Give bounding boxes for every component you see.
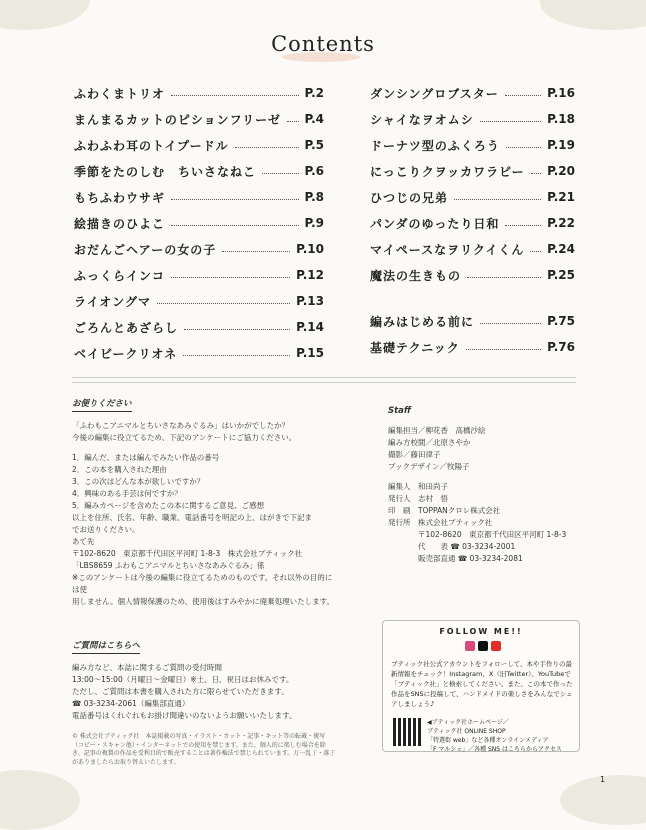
text-line: ただし、ご質問は本書を購入された方に限らせていただきます。	[72, 687, 289, 696]
letters-body	[72, 420, 337, 608]
text-line: でお送りください。	[72, 525, 140, 534]
toc-entry[interactable]	[370, 158, 575, 184]
toc-leader-dots	[157, 303, 290, 304]
toc-entry-page: P.6	[304, 164, 324, 178]
text-line: 発行所 株式会社ブティック社	[388, 518, 493, 527]
staff-heading: Staff	[388, 406, 411, 416]
toc-entry-page: P.15	[296, 346, 324, 360]
toc-entry[interactable]	[74, 340, 324, 366]
letters-section	[72, 398, 337, 608]
text-line: 代 表 ☎ 03-3234-2001	[388, 542, 516, 551]
toc-entry-page: P.25	[547, 268, 575, 282]
toc-entry-title: まんまるカットのピションフリーゼ	[74, 112, 281, 127]
text-line: 以上を住所、氏名、年齢、職業、電話番号を明記の上、はがきで下記ま	[72, 513, 312, 522]
text-line: 「ふわもこアニマルとちいさなあみぐるみ」はいかがでしたか？	[72, 421, 290, 430]
text-line: 3．この次はどんな本が欲しいですか？	[72, 477, 205, 486]
text-line: 電話番号はくれぐれもお掛け間違いのないようお願いいたします。	[72, 711, 297, 720]
text-line: 2．この本を購入された理由	[72, 465, 167, 474]
toc-entry[interactable]	[74, 132, 324, 158]
text-line: ブックデザイン／牧陽子	[388, 462, 470, 471]
toc-entry-title: シャイなヲオムシ	[370, 112, 474, 127]
text-line: 5．編みカページを含めたこの本に関するご意見、ご感想	[72, 501, 265, 510]
follow-box	[382, 620, 580, 752]
toc-leader-dots	[505, 95, 541, 96]
section-divider	[72, 377, 576, 383]
follow-description: ブティック社公式アカウントをフォローして、本や手作りの最新情報をチェック！Instagram、X（旧Twitter）、YouTubeで「ブティック社」と検索してください。また、この本で作った作品をSNSに投稿して、ハンドメイドの楽しさをみんなでシェアしましょう♪	[391, 660, 573, 708]
letters-heading: お便りください	[72, 398, 132, 412]
legal-notice: © 株式会社ブティック社 本誌掲載の写真・イラスト・カット・記事・キット等の転載・複写（コピー・スキャン他）・インターネットでの使用を禁じます。また、個人的に楽しむ場合を除き、記事の複製の作品を受利目的で販売することは著作権法で禁じられています。万一乱丁・落丁がありましたらお取り替えいたします。	[72, 733, 336, 766]
text-line: 1．編んだ、または編んでみたい作品の番号	[72, 453, 220, 462]
toc-leader-dots	[480, 121, 541, 122]
toc-entry-page: P.22	[547, 216, 575, 230]
toc-entry[interactable]	[74, 262, 324, 288]
toc-entry[interactable]	[74, 210, 324, 236]
toc-entry-title: 編みはじめる前に	[370, 314, 475, 329]
toc-entry-title: 季節をたのしむ ちいさなねこ	[74, 164, 257, 179]
toc-entry-page: P.5	[304, 138, 324, 152]
toc-entry[interactable]	[370, 210, 575, 236]
toc-entry[interactable]	[370, 80, 575, 106]
toc-entry-page: P.76	[547, 340, 575, 354]
corner-blob-top-left	[0, 0, 90, 30]
text-line: 編み方校閲／北原さやか	[388, 438, 471, 447]
toc-entry[interactable]	[370, 106, 575, 132]
toc-entry-title: ひつじの兄弟	[370, 190, 449, 205]
toc-entry[interactable]	[370, 308, 575, 334]
toc-leader-dots	[505, 225, 541, 226]
toc-entry[interactable]	[370, 334, 575, 360]
toc-leader-dots	[235, 147, 299, 148]
toc-entry-title: ダンシングロブスター	[370, 86, 499, 101]
text-line: ※このアンケートは今後の編集に役立てるためのものです。それ以外の目的には使	[72, 573, 333, 594]
text-line: 用しません。個人情報保護のため、使用後はすみやかに廃棄処理いたします。	[72, 597, 335, 606]
toc-leader-dots	[287, 121, 299, 122]
toc-leader-dots	[171, 95, 299, 96]
toc-entry-title: ふっくらインコ	[74, 268, 166, 283]
toc-entry-page: P.8	[304, 190, 324, 204]
text-line: 編み方など、本誌に関するご質問の受付時間	[72, 663, 222, 672]
toc-entry-title: 基礎テクニック	[370, 340, 460, 355]
text-line: 「特選街 web」など各種オンラインメディア	[427, 737, 549, 744]
follow-heading: FOLLOW ME!!	[439, 627, 523, 636]
toc-entry-page: P.21	[547, 190, 575, 204]
toc-left-column	[74, 80, 324, 366]
text-line	[72, 444, 337, 452]
toc-entry-page: P.12	[296, 268, 324, 282]
toc-entry-title: ベイビークリオネ	[74, 346, 178, 361]
toc-entry-title: おだんごヘアーの女の子	[74, 242, 217, 257]
toc-leader-dots	[222, 251, 290, 252]
toc-entry-page: P.9	[304, 216, 324, 230]
text-line: あて先	[72, 537, 95, 546]
text-line: 撮影／藤田律子	[388, 450, 441, 459]
toc-leader-dots	[171, 199, 298, 200]
toc-leader-dots	[171, 225, 298, 226]
toc-entry-page: P.24	[547, 242, 575, 256]
instagram-icon[interactable]	[465, 641, 475, 651]
toc-entry[interactable]	[370, 184, 575, 210]
toc-leader-dots	[530, 251, 541, 252]
toc-entry-title: にっこりクヲッカワラビー	[370, 164, 525, 179]
text-line: 販売部直通 ☎ 03-3234-2081	[388, 554, 523, 563]
page-number: 1	[600, 775, 606, 784]
toc-leader-dots	[506, 147, 541, 148]
toc-entry-title: ふわくまトリオ	[74, 86, 165, 101]
toc-entry[interactable]	[74, 158, 324, 184]
toc-entry[interactable]	[74, 236, 324, 262]
toc-entry[interactable]	[370, 262, 575, 288]
toc-entry-page: P.20	[547, 164, 575, 178]
toc-entry[interactable]	[74, 80, 324, 106]
follow-links	[427, 718, 562, 754]
text-line: ◀ブティック社ホームページ／	[427, 719, 510, 726]
toc-entry-page: P.19	[547, 138, 575, 152]
qr-code[interactable]	[393, 718, 421, 746]
toc-gap	[370, 288, 575, 308]
corner-blob-bottom-left	[0, 770, 80, 830]
text-line: 印 刷 TOPPANクロレ株式会社	[388, 506, 501, 515]
toc-entry[interactable]	[74, 314, 324, 340]
text-line	[388, 473, 588, 481]
text-line: 今後の編集に役立てるため、下記のアンケートにご協力ください。	[72, 433, 297, 442]
toc-right-column	[370, 80, 575, 360]
text-line: ブティック社 ONLINE SHOP	[427, 728, 506, 735]
toc-entry-title: ライオングマ	[74, 294, 152, 309]
toc-entry-page: P.75	[547, 314, 575, 328]
toc-entry-title: もちふわウサギ	[74, 190, 166, 205]
toc-leader-dots	[171, 277, 290, 278]
toc-entry[interactable]	[370, 132, 575, 158]
toc-entry-page: P.4	[304, 112, 324, 126]
text-line: 発行人 志村 悟	[388, 494, 448, 503]
toc-leader-dots	[480, 323, 541, 324]
text-line: 編集担当／柳花香 高橋沙絵	[388, 426, 486, 435]
staff-section	[388, 405, 588, 565]
corner-blob-top-right	[540, 0, 646, 30]
text-line: 「F マルシェ」／各種 SNS はこちらからアクセス	[427, 746, 562, 753]
toc-entry[interactable]	[370, 236, 575, 262]
qa-section	[72, 640, 337, 722]
toc-entry[interactable]	[74, 106, 324, 132]
toc-entry-page: P.16	[547, 86, 575, 100]
text-line: 〒102-8620 東京都千代田区平河町 1-8-3	[388, 530, 567, 539]
text-line: 「LBS8659 ふわもこアニマルとちいさなあみぐるみ」係	[72, 561, 265, 570]
toc-entry-title: ごろんとあざらし	[74, 320, 179, 335]
toc-entry-title: ふわふわ耳のトイプードル	[74, 138, 229, 153]
x-icon[interactable]	[478, 641, 488, 651]
toc-entry-title: 魔法の生きもの	[370, 268, 462, 283]
toc-leader-dots	[467, 277, 541, 278]
toc-entry-page: P.2	[304, 86, 324, 100]
page-title: Contents	[271, 32, 375, 56]
toc-entry-title: ドーナツ型のふくろう	[370, 138, 500, 153]
youtube-icon[interactable]	[491, 641, 501, 651]
toc-entry-title: パンダのゆったり日和	[370, 216, 500, 231]
toc-entry-title: 絵描きのひよこ	[74, 216, 166, 231]
text-line: 編集人 和田尚子	[388, 482, 448, 491]
toc-entry[interactable]	[74, 184, 324, 210]
toc-entry-page: P.14	[296, 320, 324, 334]
toc-entry-title: マイペースなヲリクイくん	[370, 242, 525, 257]
toc-leader-dots	[454, 199, 541, 200]
toc-leader-dots	[262, 173, 298, 174]
toc-entry-page: P.10	[296, 242, 324, 256]
text-line: 〒102-8620 東京都千代田区平河町 1-8-3 株式会社ブティック社	[72, 549, 303, 558]
toc-leader-dots	[183, 355, 290, 356]
toc-leader-dots	[466, 349, 541, 350]
text-line: 13:00～15:00（月曜日～金曜日）※土、日、祝日はお休みです。	[72, 675, 294, 684]
staff-body	[388, 425, 588, 565]
text-line: 4．興味のある手芸は何ですか？	[72, 489, 182, 498]
text-line: ☎ 03-3234-2061（編集部直通）	[72, 699, 190, 708]
qa-body	[72, 662, 337, 722]
toc-leader-dots	[531, 173, 541, 174]
toc-entry[interactable]	[74, 288, 324, 314]
toc-entry-page: P.13	[296, 294, 324, 308]
toc-entry-page: P.18	[547, 112, 575, 126]
qa-heading: ご質問はこちらへ	[72, 640, 140, 654]
toc-leader-dots	[184, 329, 290, 330]
sns-icons	[465, 641, 501, 651]
